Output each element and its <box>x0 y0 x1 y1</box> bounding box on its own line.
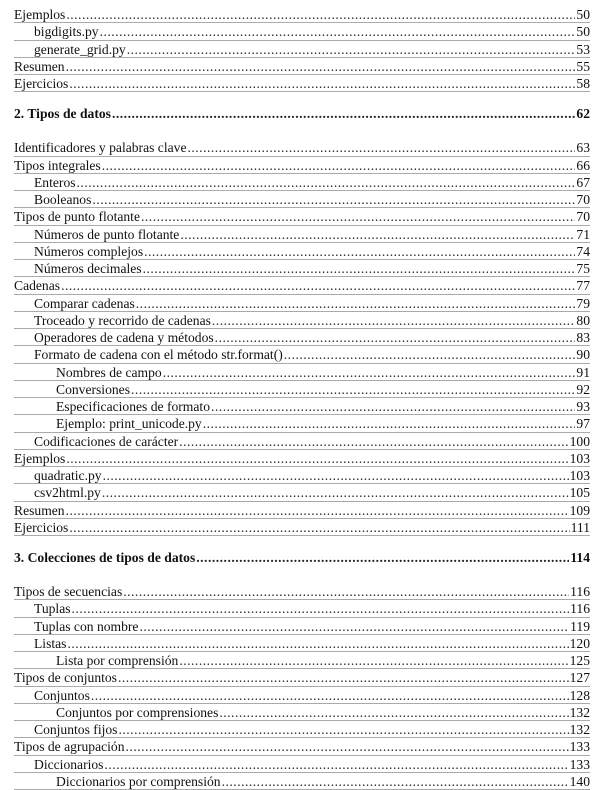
toc-entry <box>14 618 590 635</box>
toc-entry <box>14 519 590 536</box>
toc-page-number: 90 <box>576 347 590 363</box>
toc-entry-title: Conjuntos <box>34 687 90 703</box>
dot-leader <box>102 157 576 174</box>
dot-leader <box>92 191 575 208</box>
toc-chapter-entry <box>14 548 590 568</box>
toc-entry <box>14 226 590 243</box>
toc-page-number: 63 <box>576 140 590 156</box>
dot-leader <box>211 398 575 415</box>
toc-page-number: 132 <box>569 722 590 737</box>
toc-entry-title: 3. Colecciones de tipos de datos <box>14 550 196 565</box>
toc-entry-title: csv2html.py <box>34 485 101 501</box>
dot-leader <box>103 467 569 484</box>
toc-entry-title: Ejercicios <box>14 519 69 535</box>
table-of-contents <box>14 6 590 790</box>
toc-entry <box>14 157 590 174</box>
toc-entry-title: bigdigits.py <box>34 24 99 40</box>
toc-entry <box>14 346 590 363</box>
dot-leader <box>100 23 576 40</box>
dot-leader <box>69 519 569 536</box>
toc-entry-title: Tipos integrales <box>14 157 101 173</box>
toc-page-number: 114 <box>570 550 590 565</box>
toc-page-number: 120 <box>569 635 590 651</box>
toc-entry-title: Conversiones <box>56 381 131 397</box>
toc-page-number: 70 <box>576 209 590 225</box>
toc-entry-title: Diccionarios <box>34 756 104 772</box>
toc-entry-title: Tipos de agrupación <box>14 739 125 755</box>
toc-entry <box>14 260 590 277</box>
toc-entry-title: Números de punto flotante <box>34 226 180 242</box>
dot-leader <box>196 548 569 568</box>
dot-leader <box>66 6 575 23</box>
toc-chapter-entry <box>14 104 590 124</box>
toc-entry-title: Nombres de campo <box>56 364 162 380</box>
toc-entry <box>14 6 590 23</box>
dot-leader <box>102 484 569 501</box>
toc-page-number: 93 <box>576 399 590 414</box>
toc-entry <box>14 669 590 686</box>
toc-entry <box>14 277 590 294</box>
toc-entry-title: Comparar cadenas <box>34 295 135 311</box>
toc-entry <box>14 635 590 652</box>
toc-entry-title: Listas <box>34 635 67 651</box>
toc-page-number: 70 <box>576 192 590 207</box>
toc-page-number: 67 <box>576 174 590 190</box>
toc-entry-title: generate_grid.py <box>34 41 126 57</box>
toc-entry <box>14 467 590 484</box>
toc-entry-title: Números decimales <box>34 261 142 276</box>
toc-entry <box>14 502 590 519</box>
toc-entry <box>14 433 590 450</box>
dot-leader <box>284 346 576 363</box>
toc-page-number: 92 <box>576 381 590 397</box>
toc-entry <box>14 329 590 346</box>
toc-entry <box>14 364 590 381</box>
toc-page-number: 75 <box>576 261 590 276</box>
toc-page-number: 62 <box>576 106 590 122</box>
dot-leader <box>67 635 568 652</box>
toc-page-number: 103 <box>569 450 590 466</box>
toc-entry <box>14 312 590 329</box>
dot-leader <box>131 381 575 398</box>
toc-entry-title: Tuplas <box>34 601 71 617</box>
dot-leader <box>180 226 575 243</box>
dot-leader <box>118 721 568 738</box>
toc-entry <box>14 704 590 721</box>
toc-entry <box>14 600 590 617</box>
dot-leader <box>72 600 570 617</box>
dot-leader <box>136 295 576 312</box>
toc-page-number: 140 <box>569 773 590 789</box>
section-spacer <box>14 568 590 583</box>
toc-entry-title: Tuplas con nombre <box>34 618 139 634</box>
toc-entry-title: Operadores de cadena y métodos <box>34 330 214 345</box>
toc-page-number: 109 <box>569 502 590 518</box>
toc-entry-title: Resumen <box>14 58 65 74</box>
toc-entry <box>14 652 590 669</box>
toc-entry <box>14 58 590 75</box>
toc-page-number: 50 <box>576 7 590 22</box>
dot-leader <box>66 58 576 75</box>
toc-entry-title: Tipos de conjuntos <box>14 670 117 686</box>
dot-leader <box>222 773 569 790</box>
toc-entry-title: Resumen <box>14 502 65 518</box>
toc-entry-title: Conjuntos fijos <box>34 722 118 737</box>
toc-page-number: 105 <box>569 485 590 501</box>
toc-entry-title: Conjuntos por comprensiones <box>56 704 219 720</box>
toc-entry-title: Tipos de punto flotante <box>14 209 140 225</box>
toc-page-number: 83 <box>576 330 590 345</box>
toc-entry-title: Formato de cadena con el método str.format() <box>34 347 283 363</box>
toc-entry-title: Ejemplos <box>14 450 66 466</box>
toc-entry <box>14 721 590 738</box>
dot-leader <box>69 75 575 92</box>
toc-page-number: 116 <box>570 601 590 617</box>
section-spacer <box>14 92 590 104</box>
toc-entry-title: Cadenas <box>14 278 61 294</box>
toc-page-number: 71 <box>576 226 590 242</box>
dot-leader <box>118 669 569 686</box>
dot-leader <box>77 174 576 191</box>
dot-leader <box>144 243 575 260</box>
toc-entry-title: Enteros <box>34 174 76 190</box>
dot-leader <box>179 652 568 669</box>
toc-page-number: 58 <box>576 76 590 91</box>
dot-leader <box>143 260 576 277</box>
toc-entry <box>14 381 590 398</box>
toc-page-number: 91 <box>576 364 590 380</box>
toc-entry-title: Identificadores y palabras clave <box>14 140 187 156</box>
toc-entry-title: Números complejos <box>34 243 144 259</box>
toc-entry <box>14 756 590 773</box>
toc-entry <box>14 139 590 156</box>
toc-entry-title: Ejemplo: print_unicode.py <box>56 416 202 432</box>
dot-leader <box>141 208 575 225</box>
toc-page-number: 50 <box>576 24 590 40</box>
toc-entry <box>14 687 590 704</box>
toc-entry-title: quadratic.py <box>34 468 102 483</box>
toc-entry <box>14 583 590 600</box>
toc-page-number: 128 <box>569 687 590 703</box>
toc-entry-title: Codificaciones de carácter <box>34 433 179 449</box>
toc-page-number: 74 <box>576 243 590 259</box>
toc-entry <box>14 174 590 191</box>
toc-entry <box>14 398 590 415</box>
dot-leader <box>104 756 568 773</box>
toc-entry <box>14 450 590 467</box>
toc-page-number: 100 <box>569 433 590 449</box>
toc-entry <box>14 738 590 755</box>
dot-leader <box>163 364 576 381</box>
toc-page-number: 116 <box>570 584 590 599</box>
dot-leader <box>112 104 575 124</box>
toc-page-number: 80 <box>576 312 590 328</box>
toc-page-number: 79 <box>576 295 590 311</box>
toc-entry <box>14 295 590 312</box>
toc-entry-title: Diccionarios por comprensión <box>56 773 221 789</box>
dot-leader <box>219 704 568 721</box>
toc-page-number: 119 <box>570 618 590 634</box>
section-spacer <box>14 536 590 548</box>
toc-page-number: 66 <box>576 157 590 173</box>
toc-entry-title: Especificaciones de formato <box>56 399 210 414</box>
toc-entry-title: Tipos de secuencias <box>14 584 123 599</box>
toc-page-number: 97 <box>576 416 590 432</box>
dot-leader <box>66 450 568 467</box>
toc-entry-title: Booleanos <box>34 192 92 207</box>
dot-leader <box>212 312 576 329</box>
toc-page-number: 133 <box>569 739 590 755</box>
dot-leader <box>127 41 576 58</box>
dot-leader <box>123 583 569 600</box>
toc-page-number: 133 <box>569 756 590 772</box>
toc-page-number: 55 <box>576 58 590 74</box>
toc-page-number: 111 <box>570 519 590 535</box>
toc-entry <box>14 191 590 208</box>
toc-entry-title: Ejemplos <box>14 7 66 22</box>
section-spacer <box>14 124 590 139</box>
dot-leader <box>139 618 569 635</box>
toc-entry-title: Lista por comprensión <box>56 653 179 668</box>
toc-entry <box>14 75 590 92</box>
toc-page-number: 125 <box>569 653 590 668</box>
toc-page-number: 103 <box>569 468 590 483</box>
toc-entry <box>14 415 590 432</box>
dot-leader <box>61 277 575 294</box>
toc-page-number: 77 <box>576 278 590 294</box>
dot-leader <box>203 415 576 432</box>
dot-leader <box>179 433 568 450</box>
toc-entry <box>14 208 590 225</box>
toc-entry-title: 2. Tipos de datos <box>14 106 111 122</box>
toc-entry <box>14 23 590 40</box>
toc-entry-title: Ejercicios <box>14 76 69 91</box>
toc-entry <box>14 773 590 790</box>
toc-entry <box>14 41 590 58</box>
dot-leader <box>91 687 569 704</box>
dot-leader <box>126 738 569 755</box>
toc-page-number: 132 <box>569 704 590 720</box>
dot-leader <box>187 139 575 156</box>
toc-entry-title: Troceado y recorrido de cadenas <box>34 312 211 328</box>
toc-page-number: 127 <box>569 670 590 686</box>
toc-entry <box>14 243 590 260</box>
dot-leader <box>66 502 569 519</box>
dot-leader <box>215 329 576 346</box>
toc-page-number: 53 <box>576 41 590 57</box>
toc-entry <box>14 484 590 501</box>
